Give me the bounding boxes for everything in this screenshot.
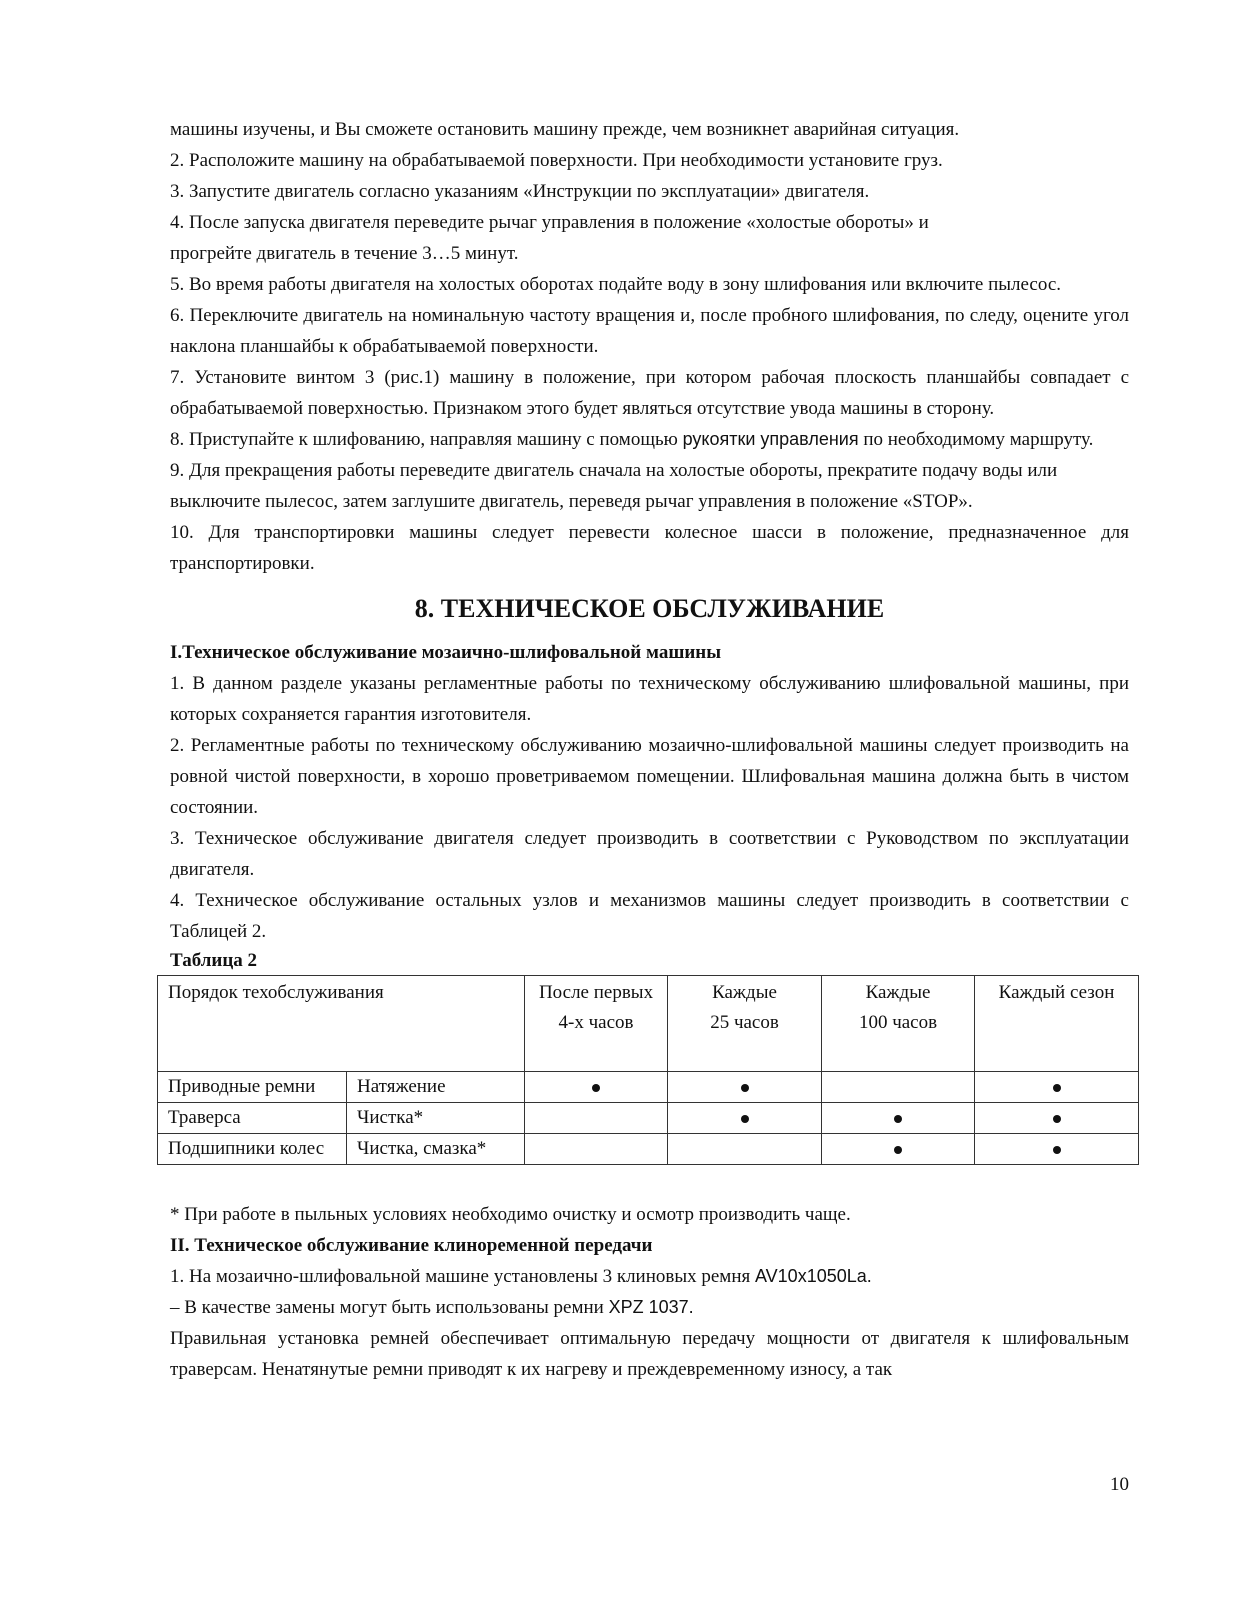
- table-row: [158, 1103, 1139, 1134]
- paragraph: 7. Установите винтом 3 (рис.1) машину в положение, при котором рабочая плоскость планшайбы совпадает с обрабатываемой поверхностью. Признаком этого будет являться отсутствие увода машины в сторону.: [170, 367, 1129, 419]
- page-content: [170, 114, 1129, 1385]
- text: рукоятки управления: [682, 429, 859, 449]
- paragraph: машины изучены, и Вы сможете остановить машину прежде, чем возникнет аварийная ситуация.: [170, 119, 960, 140]
- header-line: 100 часов: [858, 1012, 938, 1033]
- paragraph: 4. Техническое обслуживание остальных узлов и механизмов машины следует производить в соответствии с Таблицей 2.: [170, 890, 1129, 942]
- bullet-mark-icon: [894, 1115, 902, 1123]
- mark-cell: [668, 1103, 822, 1134]
- table-body: [158, 1072, 1139, 1165]
- subsection-title: I.Техническое обслуживание мозаично-шлифовальной машины: [170, 642, 722, 663]
- paragraph: [170, 424, 1129, 455]
- paragraph: 3. Запустите двигатель согласно указаниям «Инструкции по эксплуатации» двигателя.: [170, 181, 870, 202]
- mark-cell: [975, 1072, 1139, 1103]
- paragraph: [170, 1292, 1129, 1323]
- paragraph: 4. После запуска двигателя переведите рычаг управления в положение «холостые обороты» и: [170, 212, 929, 233]
- item-cell: Подшипники колес: [158, 1134, 347, 1165]
- mark-cell: [975, 1134, 1139, 1165]
- header-line: 4-х часов: [558, 1012, 634, 1033]
- mark-cell: [525, 1134, 668, 1165]
- bullet-mark-icon: [1053, 1084, 1061, 1092]
- paragraph: 5. Во время работы двигателя на холостых оборотах подайте воду в зону шлифования или включите пылесос.: [170, 274, 1062, 295]
- item-cell: Приводные ремни: [158, 1072, 347, 1103]
- header-cell: [525, 976, 668, 1072]
- action-cell: Чистка*: [347, 1103, 525, 1134]
- mark-cell: [975, 1103, 1139, 1134]
- section-heading: 8. ТЕХНИЧЕСКОЕ ОБСЛУЖИВАНИЕ: [414, 594, 885, 623]
- footnote: * При работе в пыльных условиях необходимо очистку и осмотр производить чаще.: [170, 1204, 851, 1225]
- mark-cell: [822, 1072, 975, 1103]
- action-cell: Чистка, смазка*: [347, 1134, 525, 1165]
- table-row: [158, 1072, 1139, 1103]
- header-line: 25 часов: [710, 1012, 779, 1033]
- paragraph: 3. Техническое обслуживание двигателя следует производить в соответствии с Руководством по эксплуатации двигателя.: [170, 828, 1129, 880]
- header-line: Каждые: [712, 982, 777, 1003]
- mark-cell: [668, 1072, 822, 1103]
- paragraph: Правильная установка ремней обеспечивает оптимальную передачу мощности от двигателя к шлифовальным траверсам. Ненатянутые ремни приводят к их нагреву и преждевременному износу, а так: [170, 1328, 1129, 1380]
- paragraph: 6. Переключите двигатель на номинальную частоту вращения и, после пробного шлифования, по следу, оцените угол наклона планшайбы к обрабатываемой поверхности.: [170, 305, 1129, 357]
- belt-code: AV10x1050La.: [755, 1266, 872, 1286]
- mark-cell: [525, 1103, 668, 1134]
- maintenance-table: [157, 975, 1139, 1165]
- bullet-mark-icon: [894, 1146, 902, 1154]
- paragraph: [170, 1261, 1129, 1292]
- header-cell: Порядок техобслуживания: [158, 976, 525, 1072]
- mark-cell: [822, 1103, 975, 1134]
- bullet-mark-icon: [741, 1084, 749, 1092]
- paragraph: 2. Расположите машину на обрабатываемой поверхности. При необходимости установите груз.: [170, 150, 943, 171]
- header-cell: [822, 976, 975, 1072]
- text: 1. На мозаично-шлифовальной машине установлены 3 клиновых ремня: [170, 1266, 755, 1287]
- paragraph: прогрейте двигатель в течение 3…5 минут.: [170, 243, 519, 264]
- header-cell: [668, 976, 822, 1072]
- mark-cell: [822, 1134, 975, 1165]
- header-cell: Каждый сезон: [975, 976, 1139, 1072]
- header-line: Каждые: [865, 982, 931, 1003]
- text: 8. Приступайте к шлифованию, направляя машину с помощью: [170, 429, 683, 450]
- paragraph: 1. В данном разделе указаны регламентные работы по техническому обслуживанию шлифовальной машины, при которых сохраняется гарантия изготовителя.: [170, 673, 1129, 725]
- bullet-mark-icon: [1053, 1146, 1061, 1154]
- action-cell: Натяжение: [347, 1072, 525, 1103]
- bullet-mark-icon: [1053, 1115, 1061, 1123]
- subsection-title: II. Техническое обслуживание клиноременной передачи: [170, 1235, 653, 1256]
- belt-code: XPZ 1037.: [608, 1297, 694, 1317]
- text: по необходимому маршруту.: [858, 429, 1094, 450]
- page-number: 10: [1110, 1474, 1129, 1495]
- paragraph: 10. Для транспортировки машины следует перевести колесное шасси в положение, предназначенное для транспортировки.: [170, 522, 1129, 574]
- header-line: После первых: [538, 982, 654, 1003]
- paragraph: 2. Регламентные работы по техническому обслуживанию мозаично-шлифовальной машины следует производить на ровной чистой поверхности, в хорошо проветриваемом помещении. Шлифовальная машина должна быть в чистом состоянии.: [170, 735, 1129, 818]
- paragraph: 9. Для прекращения работы переведите двигатель сначала на холостые обороты, прекратите подачу воды или выключите пылесос, затем заглушите двигатель, переведя рычаг управления в положение «STOP».: [170, 460, 1058, 512]
- item-cell: Траверса: [158, 1103, 347, 1134]
- table-title: Таблица 2: [170, 950, 258, 971]
- text: – В качестве замены могут быть использованы ремни: [170, 1297, 609, 1318]
- table-header-row: [158, 976, 1139, 1072]
- bullet-mark-icon: [592, 1084, 600, 1092]
- bullet-mark-icon: [741, 1115, 749, 1123]
- mark-cell: [525, 1072, 668, 1103]
- mark-cell: [668, 1134, 822, 1165]
- table-row: [158, 1134, 1139, 1165]
